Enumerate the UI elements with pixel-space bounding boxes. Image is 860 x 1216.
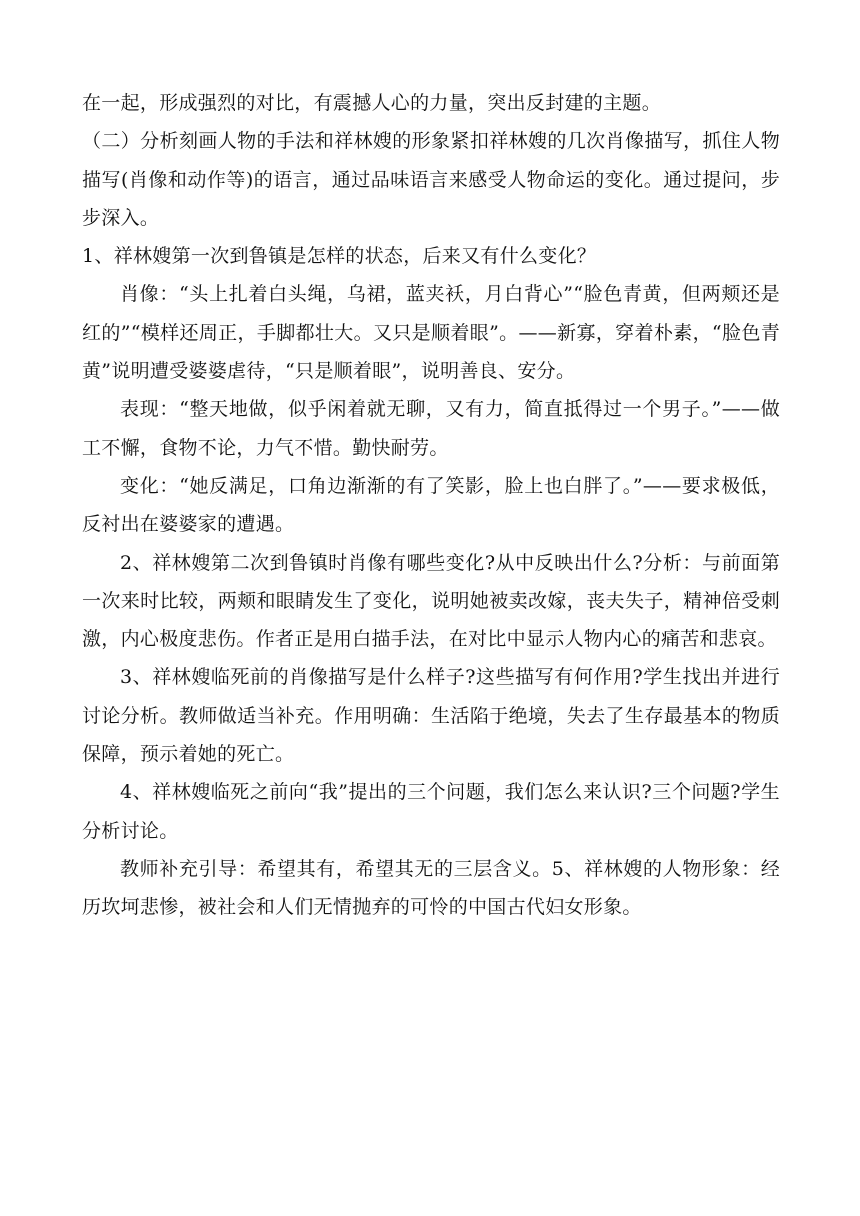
paragraph-section-heading: （二）分析刻画人物的手法和祥林嫂的形象紧扣祥林嫂的几次肖像描写，抓住人物描写(肖像和动作等)的语言，通过品味语言来感受人物命运的变化。通过提问，步步深入。 (82, 130, 780, 229)
document-body (82, 84, 780, 927)
paragraph-question-2: 2、祥林嫂第二次到鲁镇时肖像有哪些变化?从中反映出什么?分析：与前面第一次来时比较，两颊和眼睛发生了变化，说明她被卖改嫁，丧夫失子，精神倍受刺激，内心极度悲伤。作者正是用白描手法，在对比中显示人物内心的痛苦和悲哀。 (82, 551, 780, 651)
paragraph-behavior: 表现：“整天地做，似乎闲着就无聊，又有力，简直抵得过一个男子。”——做工不懈，食物不论，力气不惜。勤快耐劳。 (82, 398, 780, 459)
paragraph-teacher-guide: 教师补充引导：希望其有，希望其无的三层含义。5、祥林嫂的人物形象：经历坎坷悲惨，被社会和人们无情抛弃的可怜的中国古代妇女形象。 (82, 857, 780, 919)
paragraph-change: 变化：“她反满足，口角边渐渐的有了笑影，脸上也白胖了。”——要求极低，反衬出在婆婆家的遭遇。 (82, 474, 780, 536)
paragraph-continuation: 在一起，形成强烈的对比，有震撼人心的力量，突出反封建的主题。 (82, 92, 662, 114)
paragraph-question-1: 1、祥林嫂第一次到鲁镇是怎样的状态，后来又有什么变化？ (82, 245, 597, 268)
paragraph-question-4: 4、祥林嫂临死之前向“我”提出的三个问题，我们怎么来认识?三个问题?学生分析讨论。 (82, 781, 780, 842)
paragraph-portrait: 肖像：“头上扎着白头绳，乌裙，蓝夹袄，月白背心”“脸色青黄，但两颊还是红的”“模样还周正，手脚都壮大。又只是顺着眼”。——新寡，穿着朴素，“脸色青黄”说明遭受婆婆虐待，“只是顺着眼”，说明善良、安分。 (82, 283, 780, 383)
paragraph-question-3: 3、祥林嫂临死前的肖像描写是什么样子?这些描写有何作用?学生找出并进行讨论分析。教师做适当补充。作用明确：生活陷于绝境，失去了生存最基本的物质保障，预示着她的死亡。 (82, 666, 780, 766)
